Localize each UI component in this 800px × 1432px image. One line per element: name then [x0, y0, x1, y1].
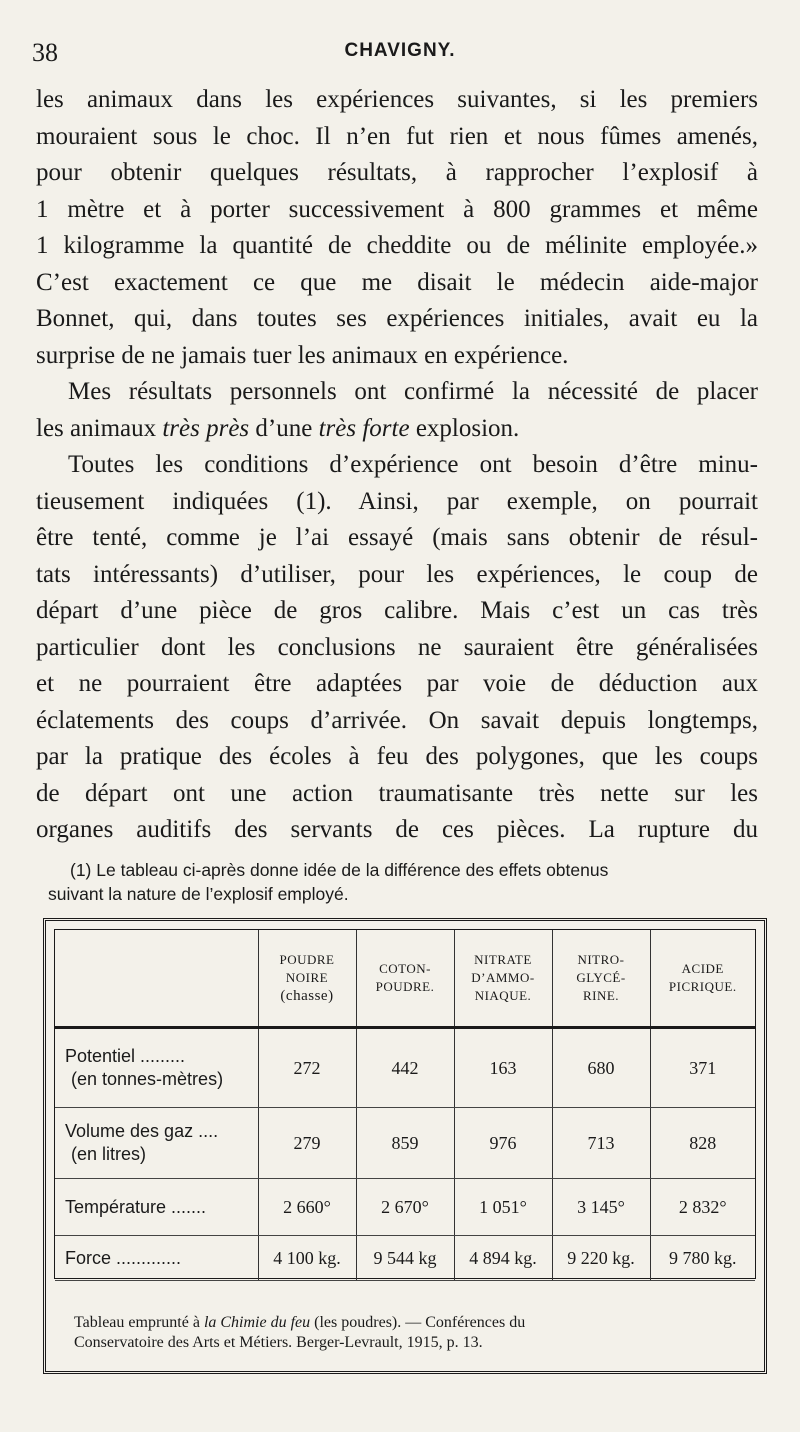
italic-run: très forte — [318, 414, 410, 442]
text-run: Tableau emprunté à — [74, 1314, 204, 1331]
row-label-text: Volume des gaz .... — [65, 1121, 219, 1141]
body-line: 1 mètre et à porter successivement à 800 grammes et même — [36, 195, 758, 223]
running-head — [30, 38, 770, 68]
text-run: explosion. — [415, 414, 520, 442]
table-cell: 2 670° — [356, 1179, 454, 1236]
footnote — [48, 858, 766, 906]
table-cell: 163 — [454, 1028, 552, 1108]
body-line: départ d’une pièce de gros calibre. Mais c’est un cas très — [36, 597, 758, 624]
table-cell: 713 — [552, 1108, 650, 1179]
body-line-emphasis — [36, 411, 758, 448]
table-cell: 2 832° — [650, 1179, 755, 1236]
table-cell: 1 051° — [454, 1179, 552, 1236]
body-line: mouraient sous le choc. Il n’en fut rien et nous fûmes amenés, — [36, 122, 758, 150]
body-line: tats intéressants) d’utiliser, pour les expériences, le coup de — [36, 560, 758, 588]
table-cell: 442 — [356, 1028, 454, 1108]
header-cell — [258, 930, 356, 1028]
table-cell: 976 — [454, 1108, 552, 1179]
page-number: 38 — [32, 38, 58, 67]
row-label-text: Température ....... — [65, 1196, 207, 1217]
body-line: les animaux dans les expériences suivantes, si les premiers — [36, 86, 758, 113]
table-cell: 2 660° — [258, 1179, 356, 1236]
footnote-line: suivant la nature de l’explosif employé. — [48, 884, 349, 904]
explosives-table-box — [54, 929, 756, 1279]
body-line: pour obtenir quelques résultats, à rapprocher l’explosif à — [36, 159, 758, 186]
row-label — [55, 1108, 258, 1179]
text-run: (les poudres). — Conférences du — [310, 1314, 526, 1331]
header-cell: NITRO- GLYCÉ- RINE. — [552, 930, 650, 1028]
body-line: de départ ont une action traumatisante très nette sur les — [36, 779, 758, 807]
table-cell: 4 894 kg. — [454, 1236, 552, 1281]
row-label-sub: (en tonnes-mètres) — [71, 1069, 224, 1089]
table-cell: 9 544 kg — [356, 1236, 454, 1281]
table-source-note — [74, 1313, 754, 1353]
table-row — [55, 1028, 755, 1108]
table-cell: 9 220 kg. — [552, 1236, 650, 1281]
table-cell: 272 — [258, 1028, 356, 1108]
table-cell: 371 — [650, 1028, 755, 1108]
table-cell: 279 — [258, 1108, 356, 1179]
body-line: organes auditifs des servants de ces pièces. La rupture du — [36, 816, 758, 843]
header-text: POUDRE NOIRE — [279, 952, 335, 985]
table-cell: 859 — [356, 1108, 454, 1179]
row-label — [55, 1179, 258, 1236]
body-line: C’est exactement ce que me disait le médecin aide-major — [36, 268, 758, 296]
running-title: CHAVIGNY. — [344, 40, 456, 61]
body-line: être tenté, comme je l’ai essayé (mais sans obtenir de résul- — [36, 524, 758, 551]
table-cell: 3 145° — [552, 1179, 650, 1236]
header-cell: NITRATE D’AMMO- NIAQUE. — [454, 930, 552, 1028]
body-line: par la pratique des écoles à feu des polygones, que les coups — [36, 743, 758, 770]
italic-run: la Chimie du feu — [203, 1314, 311, 1331]
table-row — [55, 1236, 755, 1281]
body-line: Toutes les conditions d’expérience ont besoin d’être minu- — [68, 451, 758, 478]
body-line: et ne pourraient être adaptées par voie de déduction aux — [36, 670, 758, 697]
body-line: tieusement indiquées (1). Ainsi, par exemple, on pourrait — [36, 487, 758, 515]
table-cell: 680 — [552, 1028, 650, 1108]
table-cell: 9 780 kg. — [650, 1236, 755, 1281]
header-subtext: (chasse) — [280, 988, 334, 1004]
table-row — [55, 1108, 755, 1179]
body-line: Bonnet, qui, dans toutes ses expériences initiales, avait eu la — [36, 305, 758, 332]
row-label — [55, 1236, 258, 1281]
text-run: d’une — [255, 414, 313, 442]
body-text — [36, 82, 758, 849]
table-cell: 4 100 kg. — [258, 1236, 356, 1281]
text-run: les animaux — [36, 414, 157, 442]
table-header-row — [55, 930, 755, 1028]
table-row — [55, 1179, 755, 1236]
table-cell: 828 — [650, 1108, 755, 1179]
body-line: éclatements des coups d’arrivée. On savait depuis longtemps, — [36, 706, 758, 734]
header-cell: ACIDE PICRIQUE. — [650, 930, 755, 1028]
explosives-table — [55, 930, 755, 1281]
body-line: 1 kilogramme la quantité de cheddite ou de mélinite employée.» — [36, 232, 758, 259]
header-cell-empty — [55, 930, 258, 1028]
body-line: Mes résultats personnels ont confirmé la nécessité de placer — [68, 378, 758, 405]
body-line: surprise de ne jamais tuer les animaux en expérience. — [36, 341, 569, 369]
footnote-line: (1) Le tableau ci-après donne idée de la différence des effets obtenus — [70, 860, 609, 880]
row-label — [55, 1028, 258, 1108]
source-line: Conservatoire des Arts et Métiers. Berger-Levrault, 1915, p. 13. — [74, 1334, 483, 1351]
body-line: particulier dont les conclusions ne sauraient être généralisées — [36, 633, 758, 661]
row-label-text: Potentiel ......... — [65, 1046, 186, 1066]
row-label-sub: (en litres) — [71, 1144, 147, 1164]
italic-run: très près — [162, 414, 250, 442]
header-cell: COTON- POUDRE. — [356, 930, 454, 1028]
source-line — [74, 1313, 754, 1333]
explosives-table-frame — [43, 918, 767, 1374]
row-label-text: Force ............. — [65, 1247, 182, 1268]
